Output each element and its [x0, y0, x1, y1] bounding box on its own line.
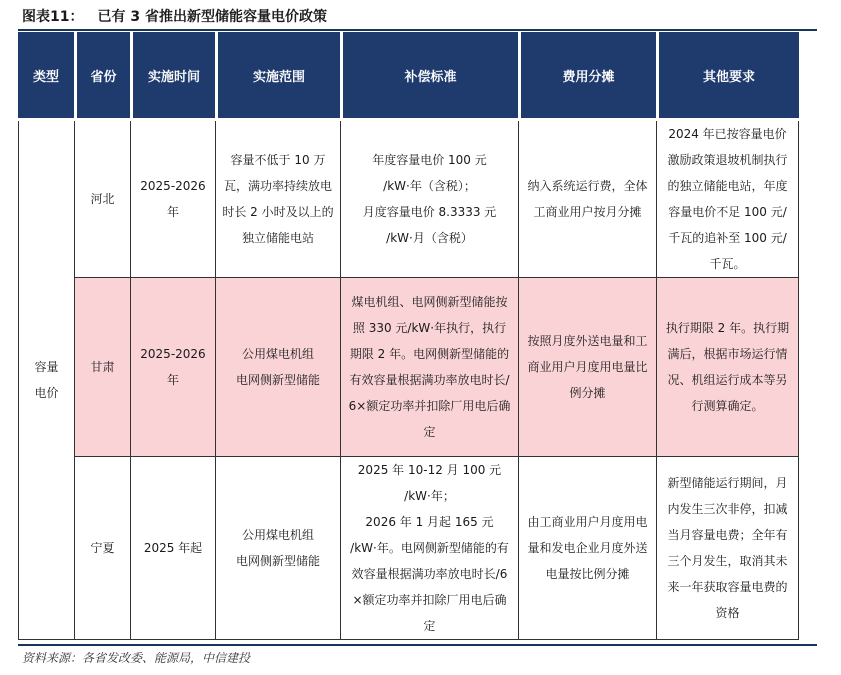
- allocation-cell: 按照月度外送电量和工商业用户月度用电量比例分摊: [518, 278, 656, 457]
- province-cell: 河北: [74, 121, 130, 278]
- header-standard: 补偿标准: [340, 32, 518, 121]
- header-other: 其他要求: [656, 32, 799, 121]
- standard-cell: 年度容量电价 100 元 /kW·年（含税）； 月度容量电价 8.3333 元 /kW·月（含税）: [340, 121, 518, 278]
- header-time: 实施时间: [130, 32, 215, 121]
- allocation-cell: 由工商业用户月度用电量和发电企业月度外送电量按比例分摊: [518, 457, 656, 640]
- top-rule: [18, 29, 817, 31]
- header-scope: 实施范围: [215, 32, 340, 121]
- scope-cell: 公用煤电机组 电网侧新型储能: [215, 278, 340, 457]
- time-cell: 2025-2026 年: [130, 121, 215, 278]
- province-cell: 甘肃: [74, 278, 130, 457]
- other-cell: 2024 年已按容量电价激励政策退坡机制执行的独立储能电站，年度容量电价不足 100 元/千瓦的追补至 100 元/千瓦。: [656, 121, 799, 278]
- standard-cell: 2025 年 10-12 月 100 元 /kW·年； 2026 年 1 月起 165 元 /kW·年。电网侧新型储能的有效容量根据满功率放电时长/6×额定功率并扣除厂用电后确定: [340, 457, 518, 640]
- allocation-cell: 纳入系统运行费，全体工商业用户按月分摊: [518, 121, 656, 278]
- type-cell: 容量 电价: [18, 121, 74, 640]
- header-allocation: 费用分摊: [518, 32, 656, 121]
- table-row: [18, 121, 799, 278]
- figure-title: [22, 6, 327, 28]
- table-row: [18, 278, 799, 457]
- standard-cell: 煤电机组、电网侧新型储能按照 330 元/kW·年执行，执行期限 2 年。电网侧新型储能的有效容量根据满功率放电时长/6×额定功率并扣除厂用电后确定: [340, 278, 518, 457]
- figure-label: 图表11：: [22, 9, 84, 25]
- other-cell: 执行期限 2 年。执行期满后，根据市场运行情况、机组运行成本等另行测算确定。: [656, 278, 799, 457]
- header-type: 类型: [18, 32, 74, 121]
- header-province: 省份: [74, 32, 130, 121]
- scope-cell: 公用煤电机组 电网侧新型储能: [215, 457, 340, 640]
- table-row: [18, 457, 799, 640]
- header-row: [18, 32, 799, 121]
- policy-table: [18, 32, 799, 640]
- other-cell: 新型储能运行期间，月内发生三次非停，扣减当月容量电费；全年有三个月发生，取消其未来一年获取容量电费的资格: [656, 457, 799, 640]
- province-cell: 宁夏: [74, 457, 130, 640]
- time-cell: 2025-2026 年: [130, 278, 215, 457]
- bottom-rule: [18, 644, 817, 646]
- time-cell: 2025 年起: [130, 457, 215, 640]
- figure-title-text: 已有 3 省推出新型储能容量电价政策: [97, 9, 327, 25]
- scope-cell: 容量不低于 10 万瓦，满功率持续放电时长 2 小时及以上的独立储能电站: [215, 121, 340, 278]
- source-note: 资料来源：各省发改委、能源局，中信建投: [22, 651, 251, 665]
